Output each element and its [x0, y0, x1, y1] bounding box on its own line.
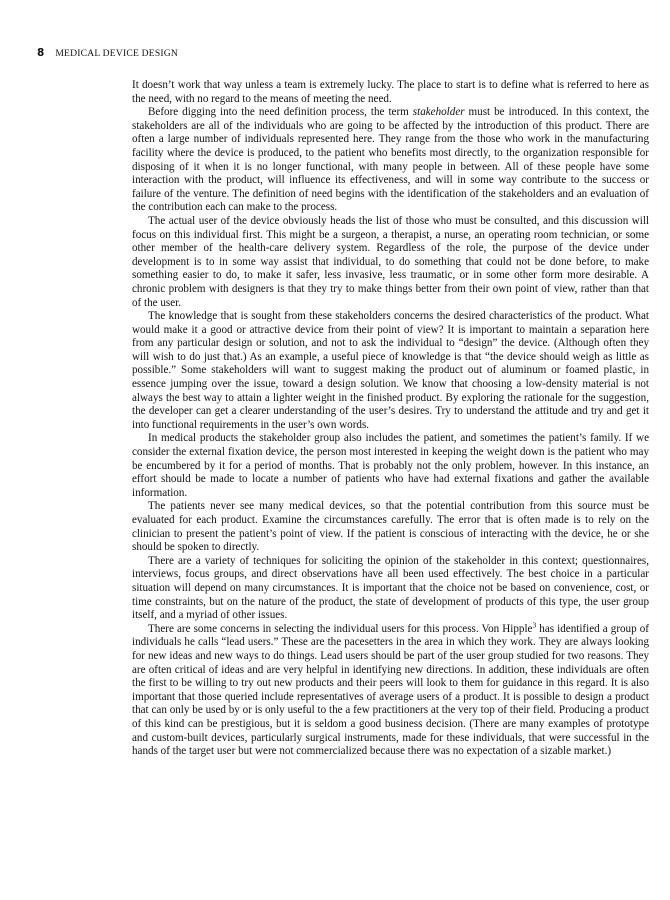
- paragraph-3: The actual user of the device obviously heads the list of those who must be consulted, and this discussion will focus on this individual first. This might be a surgeon, a therapist, a nurse, an operating room technician, or some other member of the health-care delivery system. Regardless of the role, the purpose of the device under development is to in some way assist that individual, to do something that could not be done before, to make something easier to do, to make it safer, less invasive, less traumatic, or in some other form more desirable. A chronic problem with designers is that they try to make things better from their own point of view, rather than that of the user.: [132, 214, 649, 309]
- paragraph-6: The patients never see many medical devices, so that the potential contribution from this source must be evaluated for each product. Examine the circumstances carefully. The error that is often made is to rely on the clinician to present the patient’s point of view. If the patient is conscious of interacting with the device, he or she should be spoken to directly.: [132, 500, 649, 554]
- italic-term: stakeholder: [412, 106, 465, 119]
- paragraph-2: Before digging into the need definition process, the term stakeholder must be introduced. In this context, the stakeholders are all of the individuals who are going to be affected by the introduction of this product. There are often a large number of individuals represented here. They range from the those who work in the manufacturing facility where the device is produced, to the patient who benefits most directly, to the organization responsible for disposing of it when it is no longer functional, with many people in between. All of these people have some interaction with the product, will influence its effectiveness, and will in some way contribute to the success or failure of the venture. The definition of need begins with the identification of the stakeholders and an evaluation of the contribution each can make to the process.: [132, 106, 649, 214]
- paragraph-4: The knowledge that is sought from these stakeholders concerns the desired characteristics of the product. What would make it a good or attractive device from their point of view? It is important to maintain a separation here from any particular design or solution, and not to ask the individual to “design” the device. (Although often they will wish to do just that.) As an example, a useful piece of knowledge is that “the device should weigh as little as possible.” Some stakeholders will want to suggest making the product out of aluminum or foamed plastic, in essence jumping over the issue, toward a design solution. We know that choosing a low-density material is not always the best way to attain a lighter weight in the finished product. By exploring the rationale for the suggestion, the developer can get a clearer understanding of the user’s desires. Try to understand the attitude and try and get it into functional requirements in the user’s own words.: [132, 310, 649, 431]
- paragraph-5: In medical products the stakeholder group also includes the patient, and sometimes the patient’s family. If we consider the external fixation device, the person most interested in keeping the weight down is the patient who may be encumbered by it for a period of months. That is probably not the only problem, however. In this instance, an effort should be made to locate a number of patients who have had external fixations and gather the available information.: [132, 432, 649, 499]
- running-header: [37, 47, 178, 59]
- page-number: 8: [37, 47, 45, 59]
- paragraph-7: There are a variety of techniques for soliciting the opinion of the stakeholder in this context; questionnaires, interviews, focus groups, and direct observations have all been used effectively. The best choice in a particular situation will depend on many circumstances. It is important that the choice not be based on convenience, cost, or time constraints, but on the nature of the product, the state of development of products of this type, the user group itself, and a myriad of other issues.: [132, 554, 649, 622]
- body-text: [132, 79, 649, 759]
- footnote-reference: 3: [532, 620, 537, 630]
- paragraph-1: It doesn’t work that way unless a team is extremely lucky. The place to start is to define what is referred to here as the need, with no regard to the means of meeting the need.: [132, 79, 649, 105]
- paragraph-8: There are some concerns in selecting the individual users for this process. Von Hipple$^3$ has identified a group of individuals he calls “lead users.” These are the pacesetters in the area in which they work. They are always looking for new ideas and new ways to do things. Lead users should be part of the user group studied for two reasons. They are often critical of ideas and are very helpful in identifying new directions. In addition, these individuals are often the first to be willing to try out new products and their peers will look to them for guidance in this regard. It is also important that those queried include representatives of average users of a product. It is possible to design a product that can only be used by or is only useful to the a few practitioners at the very top of their field. Producing a product of this kind can be prestigious, but it is seldom a good business decision. (There are many examples of prototype and custom-built devices, particularly surgical instruments, made for these individuals, that were successful in the hands of the target user but were not commercialized because there was no expectation of a sizable market.): [132, 620, 649, 758]
- running-title: MEDICAL DEVICE DESIGN: [55, 48, 179, 59]
